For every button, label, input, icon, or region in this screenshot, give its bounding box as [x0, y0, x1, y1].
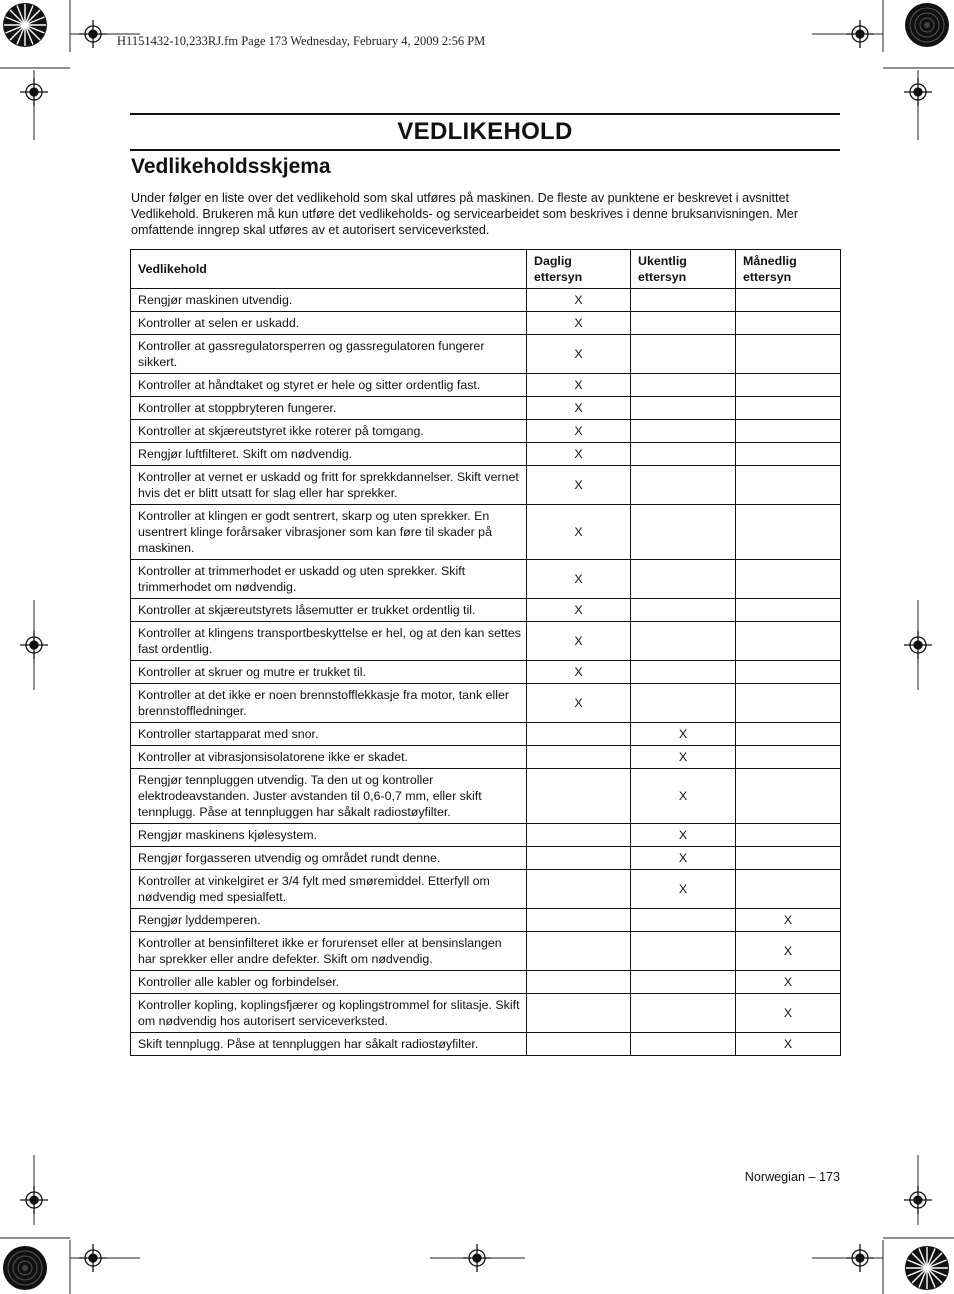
column-header-daily: Daglig ettersyn [527, 250, 631, 289]
daily-cell: X [527, 443, 631, 466]
monthly-cell [736, 443, 841, 466]
task-cell: Rengjør tennpluggen utvendig. Ta den ut og kontroller elektrodeavstanden. Juster avstanden til 0,6-0,7 mm, eller skift tennplugg. Påse at tennpluggen har såkalt radiostøyfilter. [131, 769, 527, 824]
file-header-line: H1151432-10,233RJ.fm Page 173 Wednesday, February 4, 2009 2:56 PM [117, 34, 486, 48]
title-rule-bottom [130, 149, 840, 151]
table-row [131, 769, 841, 824]
weekly-cell [631, 661, 736, 684]
table-row [131, 466, 841, 505]
weekly-cell [631, 312, 736, 335]
task-cell: Rengjør maskinens kjølesystem. [131, 824, 527, 847]
daily-cell [527, 932, 631, 971]
monthly-cell [736, 684, 841, 723]
weekly-cell [631, 599, 736, 622]
table-row [131, 374, 841, 397]
task-cell: Kontroller startapparat med snor. [131, 723, 527, 746]
task-cell: Rengjør forgasseren utvendig og området rundt denne. [131, 847, 527, 870]
weekly-cell: X [631, 746, 736, 769]
weekly-cell [631, 443, 736, 466]
table-row [131, 746, 841, 769]
task-cell: Kontroller at gassregulatorsperren og gassregulatoren fungerer sikkert. [131, 335, 527, 374]
weekly-cell: X [631, 847, 736, 870]
intro-paragraph: Under følger en liste over det vedlikehold som skal utføres på maskinen. De fleste av punktene er beskrevet i avsnittet Vedlikehold. Brukeren må kun utføre det vedlikeholds- og servicearbeidet som beskrives i denne bruksanvisningen. Mer omfattende inngrep skal utføres av et autorisert serviceverksted. [131, 191, 799, 237]
weekly-cell [631, 994, 736, 1033]
monthly-cell [736, 723, 841, 746]
task-cell: Kontroller at klingen er godt sentrert, skarp og uten sprekker. En usentrert klinge forårsaker vibrasjoner som kan føre til skader på maskinen. [131, 505, 527, 560]
task-cell: Kontroller at stoppbryteren fungerer. [131, 397, 527, 420]
monthly-cell: X [736, 971, 841, 994]
weekly-cell [631, 560, 736, 599]
monthly-cell [736, 374, 841, 397]
weekly-cell [631, 971, 736, 994]
monthly-cell [736, 466, 841, 505]
title-rule-top [130, 113, 840, 115]
daily-cell [527, 971, 631, 994]
daily-cell: X [527, 599, 631, 622]
table-row [131, 723, 841, 746]
task-cell: Skift tennplugg. Påse at tennpluggen har såkalt radiostøyfilter. [131, 1033, 527, 1056]
daily-cell: X [527, 312, 631, 335]
table-row [131, 824, 841, 847]
table-row [131, 599, 841, 622]
task-cell: Kontroller at bensinfilteret ikke er forurenset eller at bensinslangen har sprekker eller andre defekter. Skift om nødvendig. [131, 932, 527, 971]
table-body [131, 289, 841, 1056]
daily-cell [527, 723, 631, 746]
table-row [131, 312, 841, 335]
weekly-cell [631, 622, 736, 661]
monthly-cell [736, 505, 841, 560]
table-row [131, 971, 841, 994]
monthly-cell [736, 622, 841, 661]
weekly-cell [631, 466, 736, 505]
weekly-cell [631, 420, 736, 443]
table-row [131, 420, 841, 443]
daily-cell [527, 1033, 631, 1056]
table-row [131, 870, 841, 909]
monthly-cell [736, 335, 841, 374]
monthly-cell [736, 560, 841, 599]
weekly-cell [631, 335, 736, 374]
daily-cell: X [527, 289, 631, 312]
monthly-cell [736, 312, 841, 335]
daily-cell [527, 847, 631, 870]
weekly-cell [631, 909, 736, 932]
task-cell: Kontroller at vibrasjonsisolatorene ikke er skadet. [131, 746, 527, 769]
weekly-cell [631, 505, 736, 560]
monthly-cell [736, 599, 841, 622]
table-row [131, 847, 841, 870]
task-cell: Kontroller at skjæreutstyrets låsemutter er trukket ordentlig til. [131, 599, 527, 622]
table-row [131, 684, 841, 723]
weekly-cell [631, 374, 736, 397]
task-cell: Kontroller kopling, koplingsfjærer og koplingstrommel for slitasje. Skift om nødvendig hos autorisert serviceverksted. [131, 994, 527, 1033]
task-cell: Kontroller at skruer og mutre er trukket til. [131, 661, 527, 684]
monthly-cell [736, 769, 841, 824]
task-cell: Kontroller at det ikke er noen brennstofflekkasje fra motor, tank eller brennstoffledninger. [131, 684, 527, 723]
task-cell: Rengjør luftfilteret. Skift om nødvendig. [131, 443, 527, 466]
weekly-cell [631, 932, 736, 971]
table-row [131, 289, 841, 312]
monthly-cell [736, 289, 841, 312]
daily-cell: X [527, 622, 631, 661]
daily-cell: X [527, 374, 631, 397]
weekly-cell: X [631, 769, 736, 824]
maintenance-schedule-table [130, 249, 841, 1056]
monthly-cell [736, 870, 841, 909]
daily-cell [527, 769, 631, 824]
monthly-cell: X [736, 994, 841, 1033]
table-row [131, 560, 841, 599]
task-cell: Kontroller at vernet er uskadd og fritt for sprekkdannelser. Skift vernet hvis det er blitt utsatt for slag eller har sprekker. [131, 466, 527, 505]
daily-cell [527, 994, 631, 1033]
daily-cell: X [527, 661, 631, 684]
daily-cell: X [527, 466, 631, 505]
task-cell: Rengjør lyddemperen. [131, 909, 527, 932]
column-header-task: Vedlikehold [131, 250, 527, 289]
weekly-cell [631, 397, 736, 420]
monthly-cell [736, 746, 841, 769]
weekly-cell: X [631, 824, 736, 847]
monthly-cell: X [736, 909, 841, 932]
table-row [131, 1033, 841, 1056]
column-header-monthly: Månedlig ettersyn [736, 250, 841, 289]
table-row [131, 335, 841, 374]
table-row [131, 443, 841, 466]
task-cell: Rengjør maskinen utvendig. [131, 289, 527, 312]
table-row [131, 932, 841, 971]
daily-cell: X [527, 505, 631, 560]
weekly-cell: X [631, 723, 736, 746]
monthly-cell: X [736, 1033, 841, 1056]
page-title: VEDLIKEHOLD [397, 118, 573, 145]
monthly-cell [736, 420, 841, 443]
table-row [131, 622, 841, 661]
monthly-cell [736, 661, 841, 684]
monthly-cell: X [736, 932, 841, 971]
daily-cell: X [527, 684, 631, 723]
column-header-weekly: Ukentlig ettersyn [631, 250, 736, 289]
task-cell: Kontroller at trimmerhodet er uskadd og uten sprekker. Skift trimmerhodet om nødvendig. [131, 560, 527, 599]
table-row [131, 661, 841, 684]
daily-cell [527, 909, 631, 932]
table-row [131, 994, 841, 1033]
task-cell: Kontroller at vinkelgiret er 3/4 fylt med smøremiddel. Etterfyll om nødvendig med spesialfett. [131, 870, 527, 909]
monthly-cell [736, 397, 841, 420]
daily-cell: X [527, 397, 631, 420]
weekly-cell: X [631, 870, 736, 909]
daily-cell: X [527, 335, 631, 374]
daily-cell: X [527, 560, 631, 599]
weekly-cell [631, 289, 736, 312]
table-row [131, 397, 841, 420]
table-header-row [131, 250, 841, 289]
daily-cell [527, 824, 631, 847]
daily-cell: X [527, 420, 631, 443]
table-row [131, 505, 841, 560]
task-cell: Kontroller at klingens transportbeskyttelse er hel, og at den kan settes fast ordentlig. [131, 622, 527, 661]
table-row [131, 909, 841, 932]
weekly-cell [631, 1033, 736, 1056]
task-cell: Kontroller at selen er uskadd. [131, 312, 527, 335]
monthly-cell [736, 824, 841, 847]
task-cell: Kontroller alle kabler og forbindelser. [131, 971, 527, 994]
page-footer: Norwegian – 173 [744, 1170, 840, 1184]
task-cell: Kontroller at håndtaket og styret er hele og sitter ordentlig fast. [131, 374, 527, 397]
weekly-cell [631, 684, 736, 723]
daily-cell [527, 870, 631, 909]
monthly-cell [736, 847, 841, 870]
task-cell: Kontroller at skjæreutstyret ikke roterer på tomgang. [131, 420, 527, 443]
section-heading: Vedlikeholdsskjema [131, 155, 331, 178]
daily-cell [527, 746, 631, 769]
